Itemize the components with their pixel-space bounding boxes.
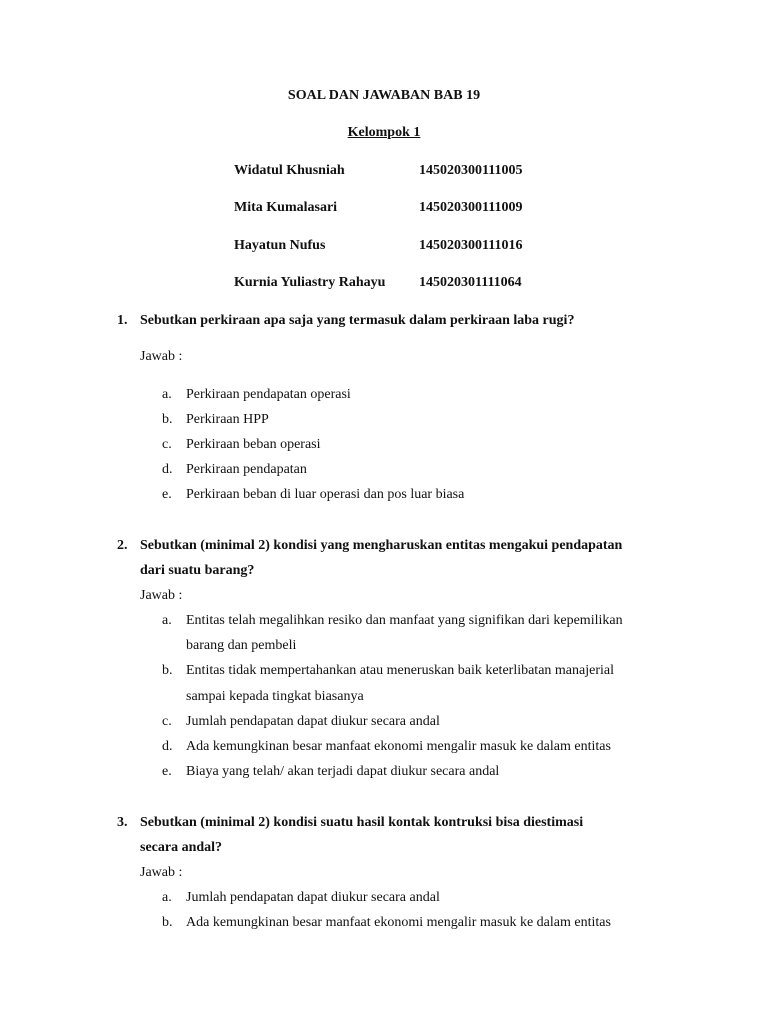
answer-item xyxy=(162,890,440,906)
answer-item xyxy=(162,437,321,453)
answer-label: Jawab : xyxy=(140,349,183,364)
member-row xyxy=(234,163,523,179)
answer-text-continued: barang dan pembeli xyxy=(186,638,297,653)
answer-label: Jawab : xyxy=(140,588,183,603)
answer-text: Biaya yang telah/ akan terjadi dapat diukur secara andal xyxy=(186,764,500,779)
answer-text: Ada kemungkinan besar manfaat ekonomi mengalir masuk ke dalam entitas xyxy=(186,915,611,930)
member-nim: 145020301111064 xyxy=(419,275,522,290)
question-text-continued: dari suatu barang? xyxy=(140,563,255,578)
answer-item xyxy=(162,387,351,403)
answer-letter: c. xyxy=(162,714,172,729)
answer-item xyxy=(162,663,614,679)
answer-item xyxy=(162,764,499,780)
answer-letter: b. xyxy=(162,915,173,930)
answer-letter: a. xyxy=(162,613,172,628)
answer-item xyxy=(162,915,611,931)
answer-item xyxy=(162,739,611,755)
group-name: Kelompok 1 xyxy=(347,125,421,140)
answer-text: Perkiraan beban di luar operasi dan pos luar biasa xyxy=(186,487,465,502)
answer-letter: e. xyxy=(162,764,172,779)
answer-text: Perkiraan beban operasi xyxy=(186,437,321,452)
answer-letter: d. xyxy=(162,462,173,477)
answer-text: Entitas telah megalihkan resiko dan manfaat yang signifikan dari kepemilikan xyxy=(186,613,623,628)
member-name: Mita Kumalasari xyxy=(234,200,338,215)
member-nim: 145020300111005 xyxy=(419,163,523,178)
answer-label: Jawab : xyxy=(140,865,183,880)
member-name: Hayatun Nufus xyxy=(234,238,326,253)
answer-item xyxy=(162,487,464,503)
member-row xyxy=(234,275,522,291)
answer-letter: d. xyxy=(162,739,173,754)
member-row xyxy=(234,238,523,254)
answer-text: Perkiraan HPP xyxy=(186,412,269,427)
member-name: Widatul Khusniah xyxy=(234,163,345,178)
question-number: 1. xyxy=(117,313,128,328)
answer-item xyxy=(162,462,307,478)
answer-letter: a. xyxy=(162,387,172,402)
question-text: Sebutkan (minimal 2) kondisi suatu hasil kontak kontruksi bisa diestimasi xyxy=(140,815,584,830)
answer-letter: b. xyxy=(162,663,173,678)
question-text: Sebutkan perkiraan apa saja yang termasuk dalam perkiraan laba rugi? xyxy=(140,313,575,328)
member-name: Kurnia Yuliastry Rahayu xyxy=(234,275,386,290)
answer-letter: e. xyxy=(162,487,172,502)
answer-text: Perkiraan pendapatan xyxy=(186,462,307,477)
document-title: SOAL DAN JAWABAN BAB 19 xyxy=(287,88,481,103)
member-row xyxy=(234,200,523,216)
answer-letter: a. xyxy=(162,890,172,905)
answer-item xyxy=(162,613,623,629)
question-text: Sebutkan (minimal 2) kondisi yang mengharuskan entitas mengakui pendapatan xyxy=(140,538,623,553)
question-text-continued: secara andal? xyxy=(140,840,223,855)
member-nim: 145020300111009 xyxy=(419,200,523,215)
answer-text: Entitas tidak mempertahankan atau meneruskan baik keterlibatan manajerial xyxy=(186,663,614,678)
answer-item xyxy=(162,412,269,428)
answer-item xyxy=(162,714,440,730)
question-number: 2. xyxy=(117,538,128,553)
answer-letter: b. xyxy=(162,412,173,427)
answer-text: Jumlah pendapatan dapat diukur secara andal xyxy=(186,890,440,905)
answer-text: Jumlah pendapatan dapat diukur secara andal xyxy=(186,714,440,729)
answer-text: Ada kemungkinan besar manfaat ekonomi mengalir masuk ke dalam entitas xyxy=(186,739,611,754)
question-number: 3. xyxy=(117,815,128,830)
answer-letter: c. xyxy=(162,437,172,452)
member-nim: 145020300111016 xyxy=(419,238,523,253)
answer-text: Perkiraan pendapatan operasi xyxy=(186,387,351,402)
answer-text-continued: sampai kepada tingkat biasanya xyxy=(186,689,364,704)
